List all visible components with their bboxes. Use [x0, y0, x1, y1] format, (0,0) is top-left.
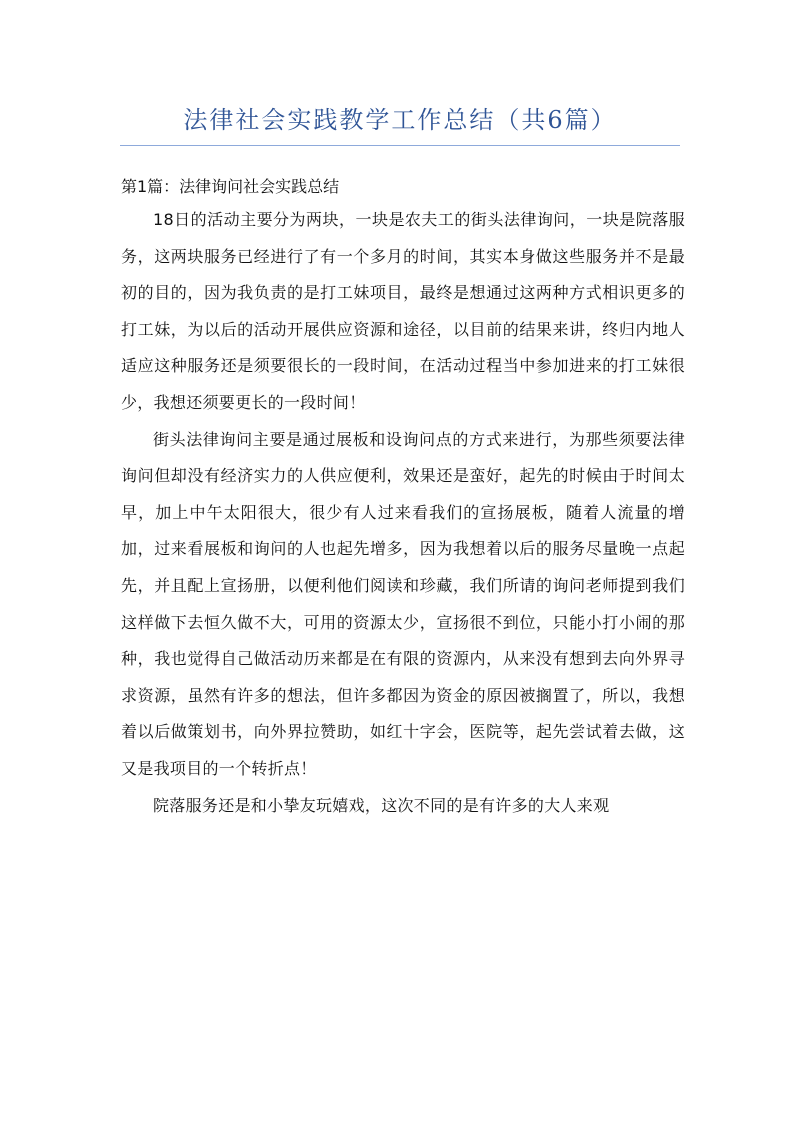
paragraph-2: 街头法律询问主要是通过展板和设询问点的方式来进行，为那些须要法律询问但却没有经济实力的人供应便利，效果还是蛮好，起先的时候由于时间太早，加上中午太阳很大，很少有人过来看我们的宣扬展板，随着人流量的增加，过来看展板和询问的人也起先增多，因为我想着以后的服务尽量晚一点起先，并且配上宣扬册，以便利他们阅读和珍藏，我们所请的询问老师提到我们这样做下去恒久做不大，可用的资源太少，宣扬很不到位，只能小打小闹的那种，我也觉得自己做活动历来都是在有限的资源内，从来没有想到去向外界寻求资源，虽然有许多的想法，但许多都因为资金的原因被搁置了，所以，我想着以后做策划书，向外界拉赞助，如红十字会，医院等，起先尝试着去做，这又是我项目的一个转折点！	[121, 429, 685, 778]
paragraph-3: 院落服务还是和小挚友玩嬉戏，这次不同的是有许多的大人来观	[153, 795, 610, 815]
section-heading: 第1篇：法律询问社会实践总结	[121, 177, 340, 196]
paragraph-1: 18日的活动主要分为两块，一块是农夫工的街头法律询问，一块是院落服务，这两块服务已经进行了有一个多月的时间，其实本身做这些服务并不是最初的目的，因为我负责的是打工妹项目，最终是想通过这两种方式相识更多的打工妹，为以后的活动开展供应资源和途径，以目前的结果来讲，终归内地人适应这种服务还是须要很长的一段时间，在活动过程当中参加进来的打工妹很少，我想还须要更长的一段时间！	[121, 210, 685, 412]
title-divider	[120, 145, 680, 146]
document-body	[121, 172, 685, 824]
document-title: 法律社会实践教学工作总结（共6篇）	[183, 106, 617, 134]
